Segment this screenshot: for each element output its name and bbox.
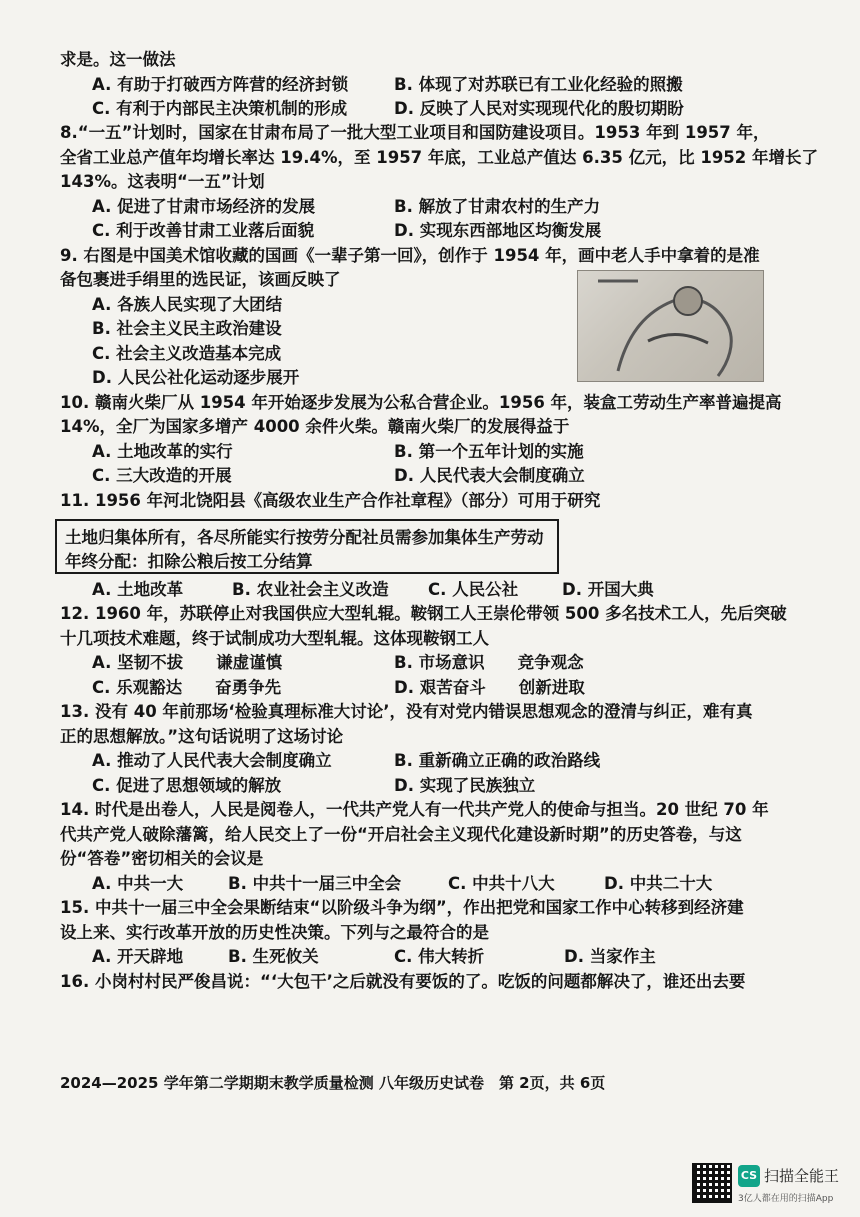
option-b: B. 市场意识 竞争观念 <box>394 653 584 672</box>
question-14: 14. 时代是出卷人，人民是阅卷人，一代共产党人有一代共产党人的使命与担当。20 世纪 70 年 <box>60 800 769 819</box>
painting-image <box>577 270 764 382</box>
option-c: C. 人民公社 <box>428 580 519 599</box>
option-b: B. 中共十一届三中全会 <box>228 874 402 893</box>
option-a: A. 土地改革 <box>92 580 184 599</box>
option-d: D. 艰苦奋斗 创新进取 <box>394 678 585 697</box>
scanner-logo-icon: CS <box>738 1165 760 1187</box>
option-d: D. 人民公社化运动逐步展开 <box>92 368 300 387</box>
option-a: A. 开天辟地 <box>92 947 184 966</box>
scanner-app-name: 扫描全能王 <box>764 1167 840 1185</box>
option-b: B. 生死攸关 <box>228 947 319 966</box>
option-a: A. 各族人民实现了大团结 <box>92 295 283 314</box>
option-b: B. 解放了甘肃农村的生产力 <box>394 197 601 216</box>
option-a: A. 土地改革的实行 <box>92 442 233 461</box>
text-line: 代共产党人破除藩篱，给人民交上了一份“开启社会主义现代化建设新时期”的历史答卷，与这 <box>60 825 742 844</box>
material-line: 土地归集体所有，各尽所能实行按劳分配社员需参加集体生产劳动 <box>65 528 544 547</box>
option-c: C. 伟大转折 <box>394 947 485 966</box>
material-box <box>55 519 559 574</box>
question-12: 12. 1960 年，苏联停止对我国供应大型轧辊。鞍钢工人王崇伦带领 500 多名技术工人，先后突破 <box>60 604 787 623</box>
question-13: 13. 没有 40 年前那场‘检验真理标准大讨论’，没有对党内错误思想观念的澄清与纠正，难有真 <box>60 702 753 721</box>
option-c: C. 社会主义改造基本完成 <box>92 344 282 363</box>
page-footer: 2024—2025 学年第二学期期末教学质量检测 八年级历史试卷 第 2页，共 6页 <box>60 1074 606 1092</box>
material-line: 年终分配：扣除公粮后按工分结算 <box>65 552 313 571</box>
option-d: D. 反映了人民对实现现代化的殷切期盼 <box>394 99 684 118</box>
option-b: B. 社会主义民主政治建设 <box>92 319 282 338</box>
option-c: C. 中共十八大 <box>448 874 555 893</box>
option-c: C. 有利于内部民主决策机制的形成 <box>92 99 348 118</box>
text-line: 正的思想解放。”这句话说明了这场讨论 <box>60 727 344 746</box>
text-line: 设上来、实行改革开放的历史性决策。下列与之最符合的是 <box>60 923 489 942</box>
text-line: 全省工业总产值年均增长率达 19.4%，至 1957 年底，工业总产值达 6.35 亿元，比 1952 年增长了 <box>60 148 819 167</box>
text-line: 14%，全厂为国家多增产 4000 余件火柴。赣南火柴厂的发展得益于 <box>60 417 570 436</box>
text-line: 备包裹进手绢里的选民证，该画反映了 <box>60 270 341 289</box>
option-c: C. 促进了思想领域的解放 <box>92 776 282 795</box>
question-8: 8.“一五”计划时，国家在甘肃布局了一批大型工业项目和国防建设项目。1953 年到 1957 年， <box>60 123 770 142</box>
option-a: A. 促进了甘肃市场经济的发展 <box>92 197 316 216</box>
option-d: D. 中共二十大 <box>604 874 713 893</box>
text-line: 份“答卷”密切相关的会议是 <box>60 849 264 868</box>
option-d: D. 开国大典 <box>562 580 654 599</box>
scanner-tagline: 3亿人都在用的扫描App <box>738 1194 834 1204</box>
question-9: 9. 右图是中国美术馆收藏的国画《一辈子第一回》，创作于 1954 年，画中老人手中拿着的是准 <box>60 246 760 265</box>
option-b: B. 重新确立正确的政治路线 <box>394 751 601 770</box>
option-a: A. 坚韧不拔 谦虚谨慎 <box>92 653 283 672</box>
option-d: D. 实现东西部地区均衡发展 <box>394 221 602 240</box>
qr-code-icon <box>692 1163 732 1203</box>
question-15: 15. 中共十一届三中全会果断结束“以阶级斗争为纲”，作出把党和国家工作中心转移到经济建 <box>60 898 744 917</box>
option-b: B. 农业社会主义改造 <box>232 580 389 599</box>
option-a: A. 中共一大 <box>92 874 184 893</box>
text-line: 求是。这一做法 <box>60 50 176 69</box>
option-d: D. 人民代表大会制度确立 <box>394 466 585 485</box>
question-11: 11. 1956 年河北饶阳县《高级农业生产合作社章程》（部分）可用于研究 <box>60 491 601 510</box>
option-b: B. 第一个五年计划的实施 <box>394 442 584 461</box>
option-c: C. 利于改善甘肃工业落后面貌 <box>92 221 315 240</box>
option-d: D. 当家作主 <box>564 947 656 966</box>
question-16: 16. 小岗村村民严俊昌说：“‘大包干’之后就没有要饭的了。吃饭的问题都解决了，谁还出去要 <box>60 972 746 991</box>
option-a: A. 推动了人民代表大会制度确立 <box>92 751 332 770</box>
text-line: 十几项技术难题，终于试制成功大型轧辊。这体现鞍钢工人 <box>60 629 489 648</box>
text-line: 143%。这表明“一五”计划 <box>60 172 265 191</box>
option-d: D. 实现了民族独立 <box>394 776 536 795</box>
option-c: C. 三大改造的开展 <box>92 466 232 485</box>
option-a: A. 有助于打破西方阵营的经济封锁 <box>92 75 349 94</box>
option-b: B. 体现了对苏联已有工业化经验的照搬 <box>394 75 683 94</box>
question-10: 10. 赣南火柴厂从 1954 年开始逐步发展为公私合营企业。1956 年，装盒工劳动生产率普遍提高 <box>60 393 782 412</box>
option-c: C. 乐观豁达 奋勇争先 <box>92 678 282 697</box>
